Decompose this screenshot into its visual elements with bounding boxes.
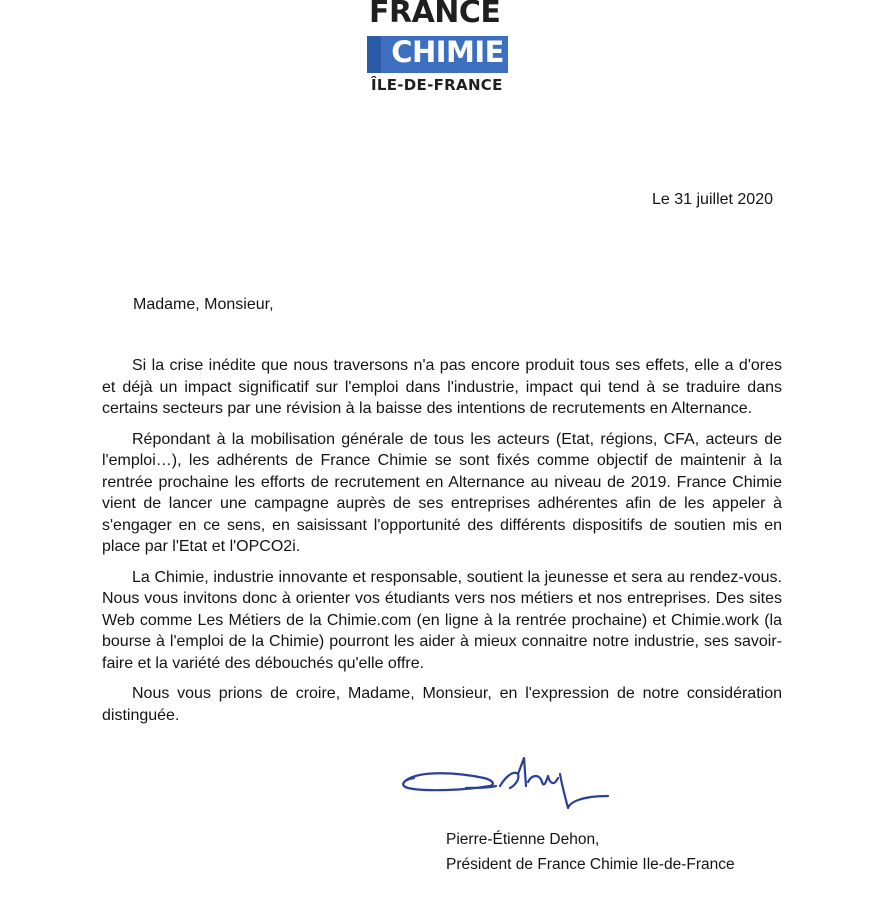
letter-date: Le 31 juillet 2020 — [652, 191, 773, 208]
letter-paragraph: Si la crise inédite que nous traversons n'a pas encore produit tous ses effets, elle a d'ores et déjà un impact significatif sur l'emploi dans l'industrie, impact qui tend à se traduire dans certains secteurs par une révision à la baisse des intentions de recrutements en Alternance. — [102, 357, 782, 417]
logo-chimie-text: CHIMIE — [391, 35, 504, 69]
logo-chimie-bar — [367, 36, 508, 73]
france-chimie-logo — [367, 0, 512, 100]
letter-body — [102, 355, 782, 735]
letter-paragraph: La Chimie, industrie innovante et responsable, soutient la jeunesse et sera au rendez-vous. Nous vous invitons donc à orienter vos étudiants vers nos métiers et nos entreprises. Des sites Web comme Les Métiers de la Chimie.com (en ligne à la rentrée prochaine) et Chimie.work (la bourse à l'emploi de la Chimie) pourront les aider à mieux connaitre notre industrie, ses savoir-faire et la variété des débouchés qu'elle offre. — [102, 568, 782, 672]
signer-block — [446, 827, 735, 877]
letter-salutation: Madame, Monsieur, — [133, 296, 274, 313]
letter-paragraph: Répondant à la mobilisation générale de tous les acteurs (Etat, régions, CFA, acteurs de l'emploi…), les adhérents de France Chimie se sont fixés comme objectif de maintenir à la rentrée prochaine les efforts de recrutement en Alternance au niveau de 2019. France Chimie vient de lancer une campagne auprès de ses entreprises adhérentes afin de les appeler à s'engager en ce sens, en saisissant l'opportunité des différents dispositifs de soutien mis en place par l'Etat et l'OPCO2i. — [102, 430, 782, 555]
handwritten-signature — [396, 752, 616, 814]
signer-title: Président de France Chimie Ile-de-France — [446, 856, 735, 873]
letter-paragraph: Nous vous prions de croire, Madame, Monsieur, en l'expression de notre considération distinguée. — [102, 685, 782, 724]
logo-france-text: FRANCE — [369, 0, 501, 30]
logo-region-text: ÎLE-DE-FRANCE — [371, 76, 503, 94]
signer-name: Pierre-Étienne Dehon, — [446, 831, 600, 848]
